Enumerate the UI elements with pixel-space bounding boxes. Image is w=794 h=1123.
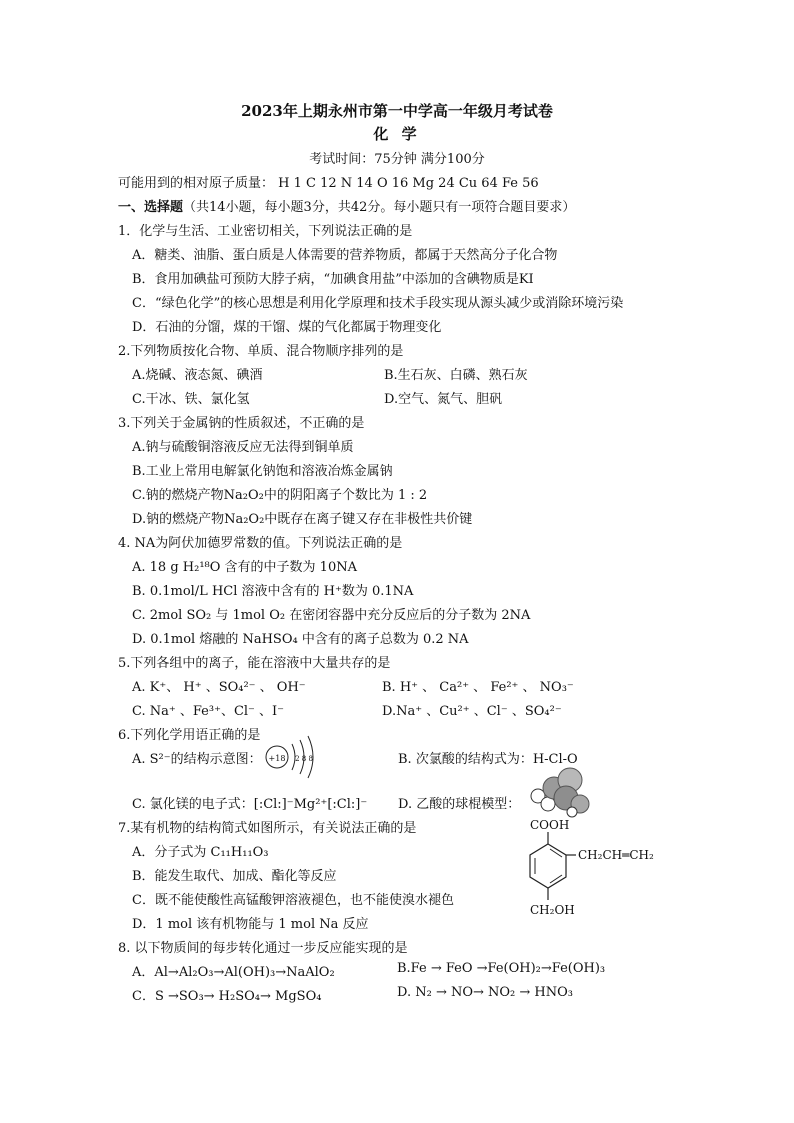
q5-option-c: C. Na⁺ 、Fe³⁺、Cl⁻ 、I⁻: [132, 704, 285, 719]
q4-option-d: D. 0.1mol 熔融的 NaHSO₄ 中含有的离子总数为 0.2 NA: [132, 632, 469, 647]
allyl-group: CH₂CH═CH₂: [578, 848, 654, 862]
q6-option-c: C. 氯化镁的电子式：[:Cl:]⁻Mg²⁺[:Cl:]⁻: [132, 797, 368, 812]
hydrogen-ball: [567, 807, 577, 817]
q1-option-b: B．食用加碘盐可预防大脖子病，“加碘食用盐”中添加的含碘物质是KI: [132, 272, 534, 287]
section-heading: [118, 196, 575, 215]
q6-option-a: A. S²⁻的结构示意图：: [132, 752, 262, 767]
q6-option-b: B. 次氯酸的结构式为：H-Cl-O: [398, 752, 578, 767]
q6-option-d: D. 乙酸的球棍模型：: [398, 797, 521, 812]
ch2oh-group: CH₂OH: [530, 903, 575, 917]
q2-option-a: A.烧碱、液态氮、碘酒: [132, 368, 263, 383]
exam-time: 考试时间：75分钟 满分100分: [309, 152, 485, 167]
q4-option-b: B. 0.1mol/L HCl 溶液中含有的 H⁺数为 0.1NA: [132, 584, 414, 599]
q4-option-a: A. 18 g H₂¹⁸O 含有的中子数为 10NA: [132, 560, 357, 575]
q5-option-d: D.Na⁺ 、Cu²⁺ 、Cl⁻ 、SO₄²⁻: [382, 704, 562, 719]
ring-double-bond: [550, 875, 562, 883]
nucleus-charge: +18: [268, 754, 286, 763]
q5-option-b: B. H⁺ 、 Ca²⁺ 、 Fe²⁺ 、 NO₃⁻: [382, 680, 574, 695]
exam-subject: 化 学: [373, 125, 421, 143]
q7-option-d: D．1 mol 该有机物能与 1 mol Na 反应: [132, 917, 369, 932]
q3-stem: 3.下列关于金属钠的性质叙述，不正确的是: [118, 416, 365, 431]
q7-option-c: C．既不能使酸性高锰酸钾溶液褪色，也不能使溴水褪色: [132, 893, 454, 908]
q2-option-d: D.空气、氮气、胆矾: [384, 392, 503, 407]
q7-stem: 7.某有机物的结构简式如图所示，有关说法正确的是: [118, 821, 417, 836]
q5-stem: 5.下列各组中的离子，能在溶液中大量共存的是: [118, 656, 391, 671]
q5-option-a: A. K⁺、 H⁺ 、SO₄²⁻ 、 OH⁻: [132, 680, 306, 695]
q2-option-c: C.干冰、铁、氯化氢: [132, 392, 250, 407]
q3-option-b: B.工业上常用电解氯化钠饱和溶液冶炼金属钠: [132, 464, 393, 479]
q8-option-d: D. N₂ → NO→ NO₂ → HNO₃: [397, 985, 574, 1000]
q6-stem: 6.下列化学用语正确的是: [118, 728, 261, 743]
exam-title: 2023年上期永州市第一中学高一年级月考试卷: [241, 102, 553, 120]
q2-stem: 2.下列物质按化合物、单质、混合物顺序排列的是: [118, 344, 404, 359]
q8-option-c: C．S →SO₃→ H₂SO₄→ MgSO₄: [132, 989, 322, 1004]
q3-option-c: C.钠的燃烧产物Na₂O₂中的阴阳离子个数比为 1 : 2: [132, 488, 428, 503]
sulfide-structure-diagram: [262, 734, 322, 780]
cooh-group: COOH: [530, 818, 570, 832]
q3-option-a: A.钠与硫酸铜溶液反应无法得到铜单质: [132, 440, 354, 455]
q2-option-b: B.生石灰、白磷、熟石灰: [384, 368, 528, 383]
q4-stem: 4. NA为阿伏加德罗常数的值。下列说法正确的是: [118, 536, 403, 551]
q4-option-c: C. 2mol SO₂ 与 1mol O₂ 在密闭容器中充分反应后的分子数为 2NA: [132, 608, 531, 623]
q1-option-c: C．“绿色化学”的核心思想是利用化学原理和技术手段实现从源头减少或消除环境污染: [132, 296, 624, 311]
q8-stem: 8. 以下物质间的每步转化通过一步反应能实现的是: [118, 941, 408, 956]
q7-option-b: B．能发生取代、加成、酯化等反应: [132, 869, 337, 884]
shell-electrons: 2 8 8: [295, 755, 313, 763]
section-desc: （共14小题，每小题3分，共42分。每小题只有一项符合题目要求）: [183, 200, 576, 215]
acetic-acid-ball-model: [526, 766, 592, 818]
q1-stem: 1．化学与生活、工业密切相关，下列说法正确的是: [118, 224, 413, 239]
q3-option-d: D.钠的燃烧产物Na₂O₂中既存在离子键又存在非极性共价键: [132, 512, 473, 527]
atomic-masses: 可能用到的相对原子质量： H 1 C 12 N 14 O 16 Mg 24 Cu 64 Fe 56: [118, 176, 539, 191]
ring-double-bond: [550, 849, 562, 857]
section-label: 一、选择题: [118, 200, 184, 215]
q1-option-a: A．糖类、油脂、蛋白质是人体需要的营养物质，都属于天然高分子化合物: [132, 248, 558, 263]
q8-option-a: A．Al→Al₂O₃→Al(OH)₃→NaAlO₂: [132, 965, 335, 980]
q7-option-a: A．分子式为 C₁₁H₁₁O₃: [132, 845, 269, 860]
q1-option-d: D．石油的分馏，煤的干馏、煤的气化都属于物理变化: [132, 320, 442, 335]
organic-structure-diagram: [508, 818, 684, 922]
q8-option-b: B.Fe → FeO →Fe(OH)₂→Fe(OH)₃: [397, 961, 606, 976]
